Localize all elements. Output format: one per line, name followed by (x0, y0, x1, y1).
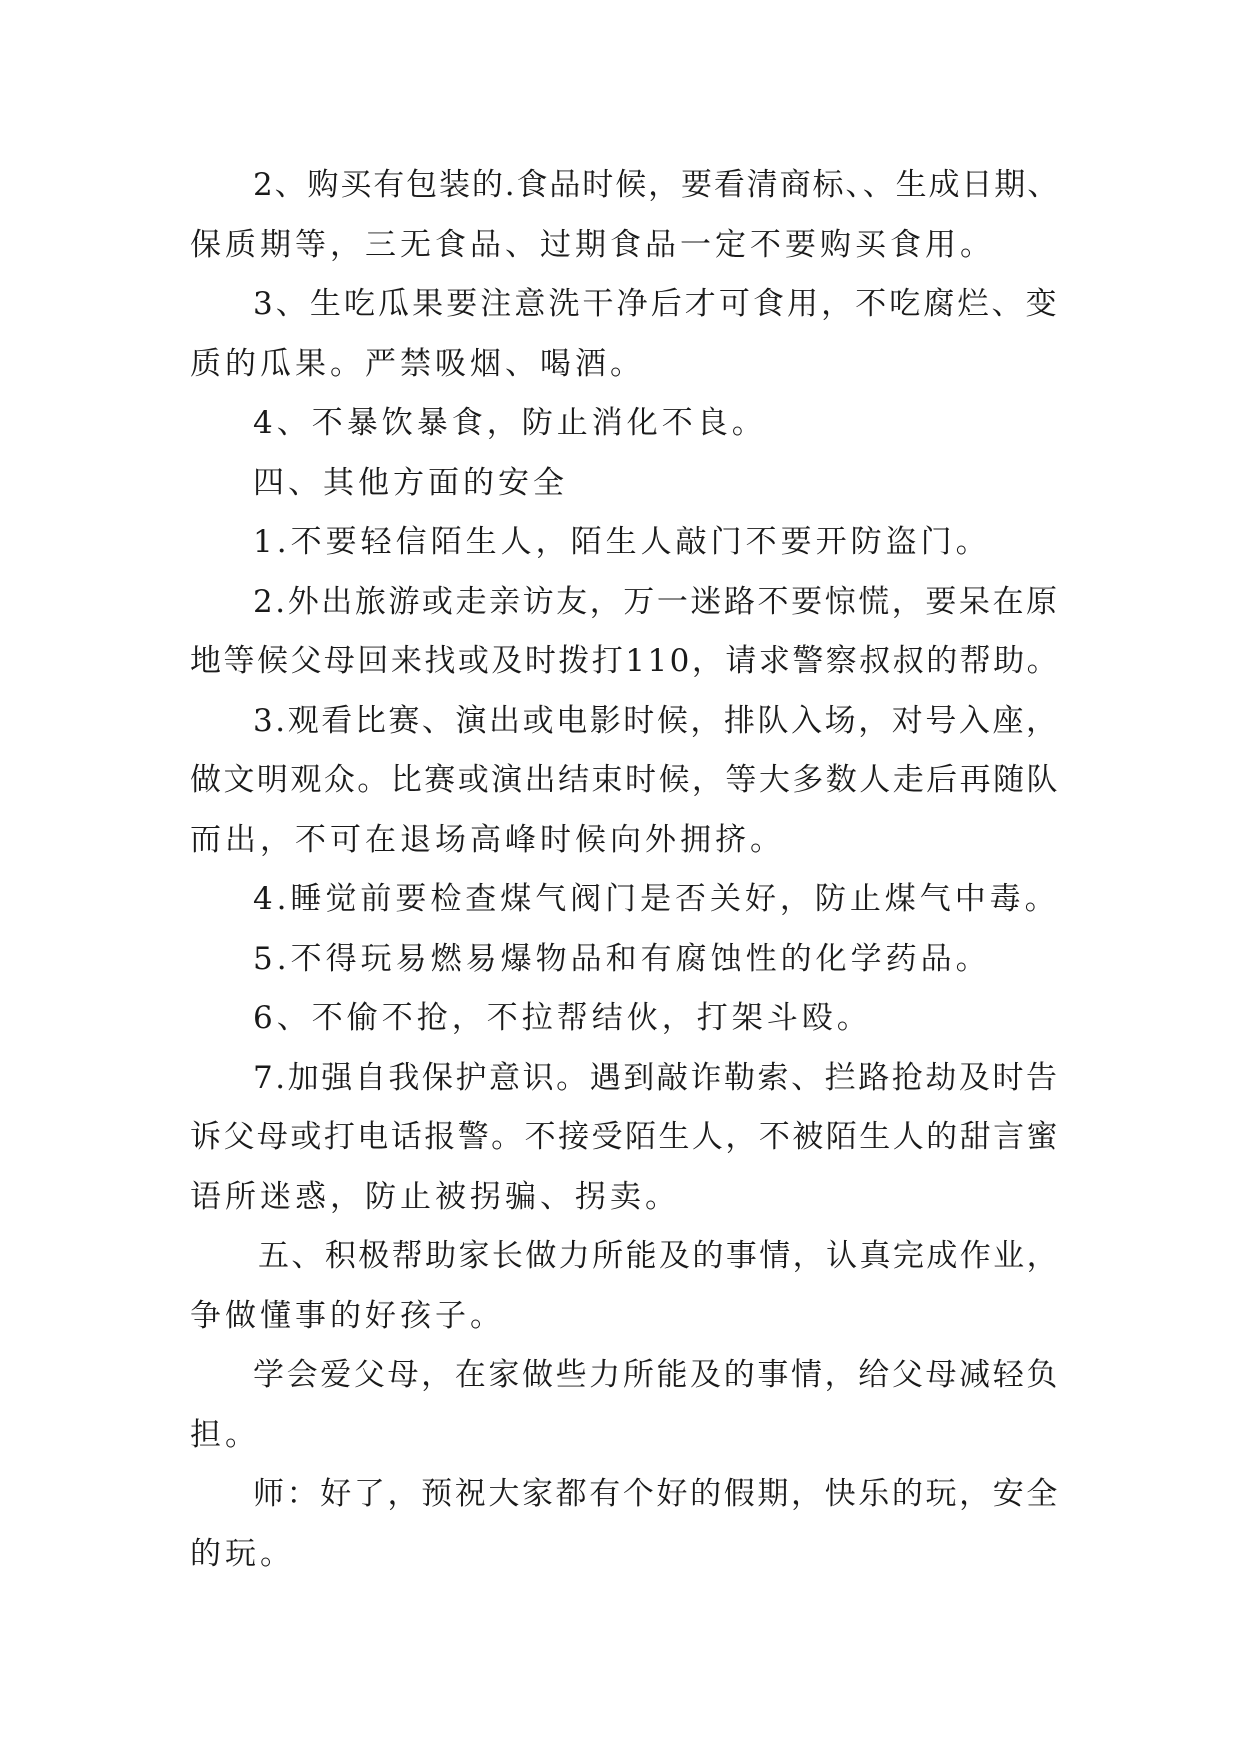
text-line: 地等候父母回来找或及时拨打110，请求警察叔叔的帮助。 (190, 643, 1061, 679)
text-line: 4、不暴饮暴食，防止消化不良。 (253, 405, 767, 441)
text-line: 1.不要轻信陌生人，陌生人敲门不要开防盗门。 (253, 524, 991, 560)
text-line: 3.观看比赛、演出或电影时候，排队入场，对号入座， (253, 703, 1060, 739)
text-line: 语所迷惑，防止被拐骗、拐卖。 (190, 1179, 680, 1215)
text-line: 担。 (190, 1417, 260, 1453)
text-line: 师：好了，预祝大家都有个好的假期，快乐的玩，安全 (253, 1476, 1060, 1512)
text-line: 6、不偷不抢，不拉帮结伙，打架斗殴。 (253, 1000, 872, 1036)
text-line: 而出，不可在退场高峰时候向外拥挤。 (190, 822, 785, 858)
text-line: 诉父母或打电话报警。不接受陌生人，不被陌生人的甜言蜜 (190, 1119, 1060, 1155)
text-line: 质的瓜果。严禁吸烟、喝酒。 (190, 346, 645, 382)
section-heading: 五、积极帮助家长做力所能及的事情，认真完成作业， (258, 1238, 1060, 1274)
text-line: 2、购买有包装的.食品时候，要看清商标、、生成日期、 (253, 167, 1061, 203)
text-line: 争做懂事的好孩子。 (190, 1298, 505, 1334)
text-line: 4.睡觉前要检查煤气阀门是否关好，防止煤气中毒。 (253, 881, 1060, 917)
text-line: 做文明观众。比赛或演出结束时候，等大多数人走后再随队 (190, 762, 1060, 798)
text-line: 3、生吃瓜果要注意洗干净后才可食用，不吃腐烂、变 (253, 286, 1060, 322)
text-line: 5.不得玩易燃易爆物品和有腐蚀性的化学药品。 (253, 941, 991, 977)
text-line: 2.外出旅游或走亲访友，万一迷路不要惊慌，要呆在原 (253, 584, 1060, 620)
text-line: 的玩。 (190, 1536, 295, 1572)
section-heading: 四、其他方面的安全 (253, 465, 568, 501)
text-line: 学会爱父母，在家做些力所能及的事情，给父母减轻负 (253, 1357, 1060, 1393)
text-line: 保质期等，三无食品、过期食品一定不要购买食用。 (190, 227, 995, 263)
text-line: 7.加强自我保护意识。遇到敲诈勒索、拦路抢劫及时告 (253, 1060, 1060, 1096)
